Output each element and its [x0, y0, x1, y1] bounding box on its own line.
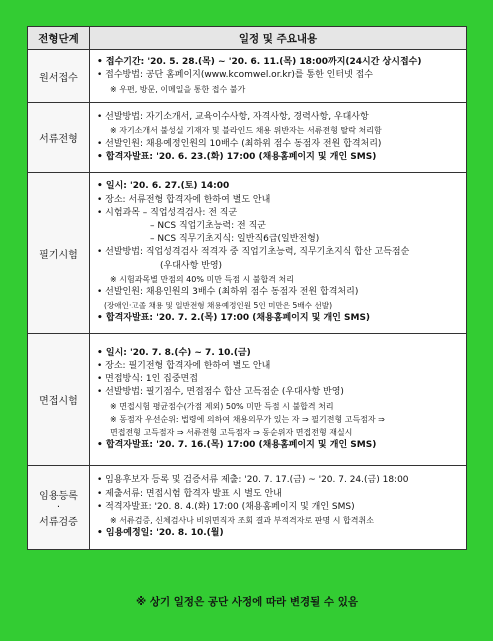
stage-cell — [28, 50, 90, 103]
detail-line: • 일시: '20. 7. 8.(수) ~ 7. 10.(금) — [97, 347, 251, 358]
table-row — [28, 173, 467, 334]
stage-cell — [28, 334, 90, 466]
detail-line: • 선발방법: 자기소개서, 교육이수사항, 자격사항, 경력사항, 우대사항 — [97, 112, 369, 123]
detail-line: ※ 시험과목별 만점의 40% 미만 득점 시 불합격 처리 — [110, 274, 294, 284]
detail-line: ※ 우편, 방문, 이메일을 통한 접수 불가 — [110, 84, 246, 94]
stage-label: 임용등록 — [39, 491, 78, 502]
header-detail: 일정 및 주요내용 — [90, 27, 467, 50]
stage-label: 서류전형 — [39, 134, 78, 145]
detail-line: • 면접방식: 1인 집중면접 — [97, 374, 198, 385]
detail-line: • 임용예정일: '20. 8. 10.(월) — [97, 528, 224, 539]
stage-label: 필기시험 — [39, 249, 78, 261]
detail-cell — [90, 103, 467, 173]
detail-line: • 선발인원: 채용예정인원의 10배수 (최하위 점수 동점자 전원 합격처리) — [97, 138, 382, 149]
detail-line: (장애인·고졸 채용 및 일반전형 채용예정인원 5인 미만은 5배수 선발) — [104, 301, 333, 311]
detail-line: • 일시: '20. 6. 27.(토) 14:00 — [97, 181, 230, 192]
table-row — [28, 50, 467, 103]
detail-line: ※ 동점자 우선순위: 법령에 의하여 채용의무가 있는 자 ⇒ 필기전형 고득점자 ⇒ — [110, 414, 385, 424]
stage-label: 면접시험 — [39, 396, 78, 407]
detail-line: ※ 자기소개서 불성실 기재자 및 블라인드 채용 위반자는 서류전형 탈락 처리함 — [110, 126, 382, 136]
table-header-row — [28, 27, 467, 50]
detail-cell — [90, 334, 467, 466]
detail-line: • 시험과목 – 직업성격검사: 전 직군 — [97, 207, 238, 218]
table-row — [28, 103, 467, 173]
detail-line: 면접전형 고득점자 ⇒ 서류전형 고득점자 ⇒ 동순위자 면접전형 재실시 — [110, 427, 353, 437]
detail-line: • 선발방법: 직업성격검사 적격자 중 직업기초능력, 직무기초지식 합산 고득점순 — [97, 247, 410, 258]
header-stage: 전형단계 — [28, 27, 90, 50]
detail-line: • 합격자발표: '20. 6. 23.(화) 17:00 (채용홈페이지 및 개인 SMS) — [97, 151, 377, 162]
detail-line: (우대사항 반영) — [160, 260, 223, 271]
detail-line: • 선발방법: 필기점수, 면접점수 합산 고득점순 (우대사항 반영) — [97, 387, 344, 398]
detail-line: • 임용후보자 등록 및 검증서류 제출: '20. 7. 17.(금) ~ '20. 7. 24.(금) 18:00 — [97, 475, 409, 486]
detail-cell — [90, 50, 467, 103]
detail-line: • 합격자발표: '20. 7. 16.(목) 17:00 (채용홈페이지 및 개인 SMS) — [97, 440, 377, 451]
detail-line: ※ 서류검증, 신체검사나 비위면직자 조회 결과 부적격자로 판명 시 합격취소 — [110, 516, 374, 526]
detail-cell — [90, 466, 467, 550]
detail-line: • 선발인원: 채용인원의 3배수 (최하위 점수 동점자 전원 합격처리) — [97, 287, 359, 297]
stage-cell — [28, 466, 90, 550]
stage-label: · — [56, 502, 61, 513]
stage-cell — [28, 173, 90, 334]
table-row — [28, 466, 467, 550]
detail-line: • 장소: 서류전형 합격자에 한하여 별도 안내 — [97, 194, 271, 205]
detail-line: • 적격자발표: '20. 8. 4.(화) 17:00 (채용홈페이지 및 개인 SMS) — [97, 501, 355, 512]
detail-line: – NCS 직무기초지식: 일반직6급(일반전형) — [150, 234, 320, 245]
detail-line: • 합격자발표: '20. 7. 2.(목) 17:00 (채용홈페이지 및 개인 SMS) — [97, 313, 371, 324]
stage-label: 서류검증 — [39, 517, 78, 528]
detail-line: • 제출서류: 면접시험 합격자 발표 시 별도 안내 — [97, 488, 282, 499]
schedule-table — [27, 26, 467, 550]
stage-cell — [28, 103, 90, 173]
table-body — [28, 50, 467, 550]
detail-line: – NCS 직업기초능력: 전 직군 — [150, 220, 266, 231]
detail-line: • 접수방법: 공단 홈페이지(www.kcomwel.or.kr)를 통한 인터넷 접수 — [97, 70, 373, 81]
footnote: ※ 상기 일정은 공단 사정에 따라 변경될 수 있음 — [135, 596, 359, 608]
stage-label: 원서접수 — [39, 72, 78, 84]
detail-line: • 접수기간: '20. 5. 28.(목) ~ '20. 6. 11.(목) 18:00까지(24시간 상시접수) — [97, 57, 422, 68]
table-row — [28, 334, 467, 466]
detail-cell — [90, 173, 467, 334]
detail-line: ※ 면접시험 평균점수(가점 제외) 50% 미만 득점 시 불합격 처리 — [110, 401, 334, 411]
detail-line: • 장소: 필기전형 합격자에 한하여 별도 안내 — [97, 360, 271, 371]
